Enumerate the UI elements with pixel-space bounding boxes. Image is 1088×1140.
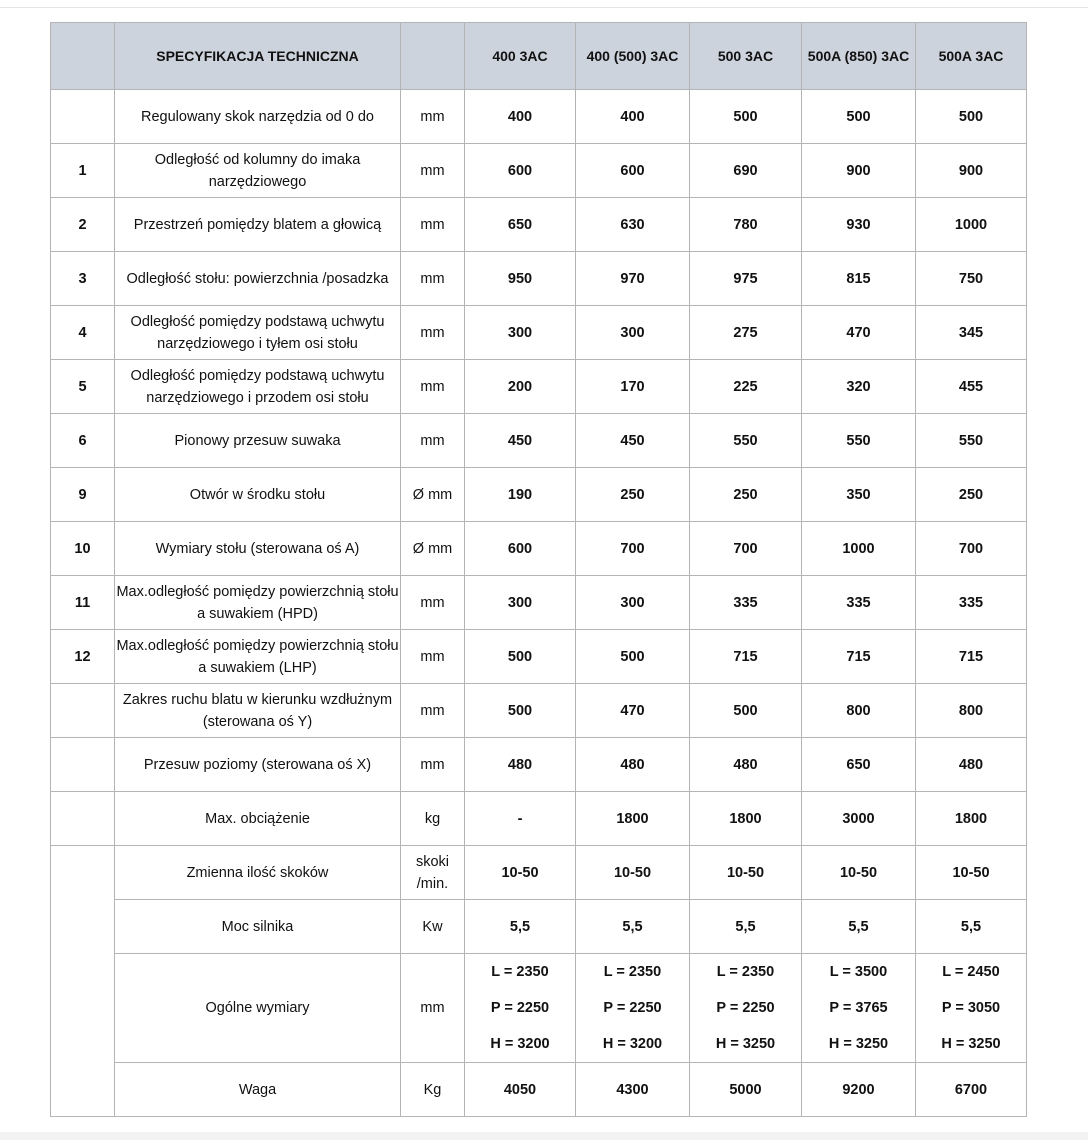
dimension-length: L = 2450 xyxy=(942,964,1000,980)
value-cell: 715 xyxy=(916,630,1027,684)
dimension-length: L = 2350 xyxy=(491,964,549,980)
value-cell: 275 xyxy=(690,306,802,360)
value-cell: 500 xyxy=(916,90,1027,144)
row-description: Zmienna ilość skoków xyxy=(115,846,401,900)
row-number: 9 xyxy=(51,468,115,522)
value-cell: 335 xyxy=(802,576,916,630)
dimensions-cell xyxy=(465,954,576,1063)
value-cell: 690 xyxy=(690,144,802,198)
value-cell: 600 xyxy=(465,522,576,576)
value-cell: 470 xyxy=(576,684,690,738)
dimension-height: H = 3250 xyxy=(941,1036,1001,1052)
row-description: Wymiary stołu (sterowana oś A) xyxy=(115,522,401,576)
value-cell: 300 xyxy=(576,306,690,360)
row-description: Pionowy przesuw suwaka xyxy=(115,414,401,468)
row-unit: mm xyxy=(401,738,465,792)
value-cell: 350 xyxy=(802,468,916,522)
row-number xyxy=(51,792,115,846)
model-header: 500A (850) 3AC xyxy=(802,23,916,90)
header-row xyxy=(51,23,1027,90)
value-cell: 250 xyxy=(690,468,802,522)
dimension-width: P = 3050 xyxy=(941,1000,1001,1016)
value-cell: - xyxy=(465,792,576,846)
row-description: Przestrzeń pomiędzy blatem a głowicą xyxy=(115,198,401,252)
table-row xyxy=(51,468,1027,522)
row-description: Regulowany skok narzędzia od 0 do xyxy=(115,90,401,144)
row-number xyxy=(51,684,115,738)
value-cell: 550 xyxy=(690,414,802,468)
value-cell: 500 xyxy=(690,684,802,738)
value-cell: 470 xyxy=(802,306,916,360)
value-cell: 650 xyxy=(802,738,916,792)
value-cell: 715 xyxy=(802,630,916,684)
row-unit: kg xyxy=(401,792,465,846)
value-cell: 5,5 xyxy=(465,900,576,954)
value-cell: 450 xyxy=(465,414,576,468)
value-cell: 480 xyxy=(576,738,690,792)
row-number: 4 xyxy=(51,306,115,360)
row-description: Max. obciążenie xyxy=(115,792,401,846)
table-row xyxy=(51,630,1027,684)
dimension-length: L = 3500 xyxy=(829,964,888,980)
value-cell: 950 xyxy=(465,252,576,306)
table-row xyxy=(51,306,1027,360)
value-cell: 9200 xyxy=(802,1063,916,1117)
value-cell: 975 xyxy=(690,252,802,306)
value-cell: 650 xyxy=(465,198,576,252)
row-description: Odległość od kolumny do imaka narzędziowego xyxy=(115,144,401,198)
value-cell: 715 xyxy=(690,630,802,684)
model-header: 400 3AC xyxy=(465,23,576,90)
value-cell: 780 xyxy=(690,198,802,252)
value-cell: 4050 xyxy=(465,1063,576,1117)
row-description: Otwór w środku stołu xyxy=(115,468,401,522)
table-row xyxy=(51,900,1027,954)
value-cell: 400 xyxy=(465,90,576,144)
value-cell: 970 xyxy=(576,252,690,306)
row-description: Waga xyxy=(115,1063,401,1117)
table-row xyxy=(51,738,1027,792)
table-row xyxy=(51,684,1027,738)
dimension-height: H = 3250 xyxy=(828,1036,889,1052)
unit-line: /min. xyxy=(416,875,449,892)
value-cell: 5,5 xyxy=(802,900,916,954)
row-unit: mm xyxy=(401,306,465,360)
row-unit: mm xyxy=(401,198,465,252)
model-header: 400 (500) 3AC xyxy=(576,23,690,90)
row-number: 5 xyxy=(51,360,115,414)
table-title: SPECYFIKACJA TECHNICZNA xyxy=(115,23,401,90)
row-number: 11 xyxy=(51,576,115,630)
row-unit: Ø mm xyxy=(401,522,465,576)
table-row xyxy=(51,360,1027,414)
value-cell: 500 xyxy=(802,90,916,144)
row-description: Max.odległość pomiędzy powierzchnią stołu a suwakiem (LHP) xyxy=(115,630,401,684)
value-cell: 5000 xyxy=(690,1063,802,1117)
value-cell: 400 xyxy=(576,90,690,144)
value-cell: 190 xyxy=(465,468,576,522)
value-cell: 225 xyxy=(690,360,802,414)
value-cell: 500 xyxy=(465,684,576,738)
model-header: 500 3AC xyxy=(690,23,802,90)
value-cell: 700 xyxy=(916,522,1027,576)
value-cell: 800 xyxy=(802,684,916,738)
row-number: 12 xyxy=(51,630,115,684)
dimensions-cell xyxy=(690,954,802,1063)
dimension-width: P = 2250 xyxy=(716,1000,775,1016)
value-cell: 1800 xyxy=(916,792,1027,846)
value-cell: 455 xyxy=(916,360,1027,414)
row-number: 10 xyxy=(51,522,115,576)
value-cell: 10-50 xyxy=(802,846,916,900)
value-cell: 600 xyxy=(576,144,690,198)
value-cell: 10-50 xyxy=(916,846,1027,900)
dimension-length: L = 2350 xyxy=(716,964,775,980)
table-row xyxy=(51,90,1027,144)
value-cell: 335 xyxy=(690,576,802,630)
dimensions-cell xyxy=(916,954,1027,1063)
row-number: 3 xyxy=(51,252,115,306)
value-cell: 700 xyxy=(690,522,802,576)
model-header: 500A 3AC xyxy=(916,23,1027,90)
table-row xyxy=(51,846,1027,900)
row-unit: mm xyxy=(401,252,465,306)
header-unit-cell xyxy=(401,23,465,90)
row-number-merged xyxy=(51,846,115,1117)
value-cell: 800 xyxy=(916,684,1027,738)
dimensions-cell xyxy=(802,954,916,1063)
dimension-length: L = 2350 xyxy=(603,964,662,980)
table-row xyxy=(51,954,1027,1063)
value-cell: 10-50 xyxy=(465,846,576,900)
value-cell: 250 xyxy=(916,468,1027,522)
value-cell: 200 xyxy=(465,360,576,414)
value-cell: 10-50 xyxy=(576,846,690,900)
value-cell: 250 xyxy=(576,468,690,522)
value-cell: 5,5 xyxy=(916,900,1027,954)
table-row xyxy=(51,144,1027,198)
row-description: Odległość pomiędzy podstawą uchwytu narzędziowego i tyłem osi stołu xyxy=(115,306,401,360)
value-cell: 345 xyxy=(916,306,1027,360)
table-row xyxy=(51,414,1027,468)
unit-line: skoki xyxy=(415,853,450,870)
value-cell: 900 xyxy=(802,144,916,198)
value-cell: 600 xyxy=(465,144,576,198)
value-cell: 500 xyxy=(465,630,576,684)
value-cell: 170 xyxy=(576,360,690,414)
value-cell: 300 xyxy=(465,576,576,630)
row-unit: mm xyxy=(401,684,465,738)
value-cell: 1800 xyxy=(576,792,690,846)
value-cell: 750 xyxy=(916,252,1027,306)
value-cell: 320 xyxy=(802,360,916,414)
dimension-width: P = 2250 xyxy=(490,1000,550,1016)
value-cell: 5,5 xyxy=(576,900,690,954)
bottom-band xyxy=(0,1132,1088,1140)
row-number: 1 xyxy=(51,144,115,198)
value-cell: 480 xyxy=(465,738,576,792)
row-number xyxy=(51,738,115,792)
row-unit: mm xyxy=(401,576,465,630)
value-cell: 500 xyxy=(690,90,802,144)
row-description: Odległość pomiędzy podstawą uchwytu narzędziowego i przodem osi stołu xyxy=(115,360,401,414)
row-description: Ogólne wymiary xyxy=(115,954,401,1063)
row-unit xyxy=(401,846,465,900)
value-cell: 10-50 xyxy=(690,846,802,900)
row-number xyxy=(51,90,115,144)
dimension-height: H = 3250 xyxy=(715,1036,776,1052)
row-unit: Ø mm xyxy=(401,468,465,522)
row-description: Max.odległość pomiędzy powierzchnią stołu a suwakiem (HPD) xyxy=(115,576,401,630)
value-cell: 1000 xyxy=(802,522,916,576)
value-cell: 500 xyxy=(576,630,690,684)
dimensions-cell xyxy=(576,954,690,1063)
row-unit: mm xyxy=(401,144,465,198)
top-divider xyxy=(0,7,1088,8)
value-cell: 480 xyxy=(690,738,802,792)
row-description: Moc silnika xyxy=(115,900,401,954)
row-description: Przesuw poziomy (sterowana oś X) xyxy=(115,738,401,792)
value-cell: 815 xyxy=(802,252,916,306)
row-unit: mm xyxy=(401,360,465,414)
value-cell: 4300 xyxy=(576,1063,690,1117)
row-number: 2 xyxy=(51,198,115,252)
dimension-height: H = 3200 xyxy=(602,1036,663,1052)
value-cell: 300 xyxy=(576,576,690,630)
table-row xyxy=(51,252,1027,306)
value-cell: 6700 xyxy=(916,1063,1027,1117)
value-cell: 900 xyxy=(916,144,1027,198)
row-unit: mm xyxy=(401,414,465,468)
value-cell: 630 xyxy=(576,198,690,252)
row-description: Odległość stołu: powierzchnia /posadzka xyxy=(115,252,401,306)
header-num-cell xyxy=(51,23,115,90)
value-cell: 700 xyxy=(576,522,690,576)
dimension-width: P = 3765 xyxy=(829,1000,888,1016)
table-row xyxy=(51,1063,1027,1117)
dimension-height: H = 3200 xyxy=(490,1036,550,1052)
table-row xyxy=(51,792,1027,846)
value-cell: 1800 xyxy=(690,792,802,846)
row-unit: Kw xyxy=(401,900,465,954)
row-unit: mm xyxy=(401,630,465,684)
value-cell: 300 xyxy=(465,306,576,360)
spec-table xyxy=(50,22,1027,1117)
value-cell: 1000 xyxy=(916,198,1027,252)
value-cell: 335 xyxy=(916,576,1027,630)
row-unit: mm xyxy=(401,954,465,1063)
table-row xyxy=(51,198,1027,252)
value-cell: 450 xyxy=(576,414,690,468)
row-number: 6 xyxy=(51,414,115,468)
dimension-width: P = 2250 xyxy=(603,1000,662,1016)
value-cell: 930 xyxy=(802,198,916,252)
row-unit: Kg xyxy=(401,1063,465,1117)
value-cell: 550 xyxy=(916,414,1027,468)
value-cell: 550 xyxy=(802,414,916,468)
table-row xyxy=(51,522,1027,576)
value-cell: 3000 xyxy=(802,792,916,846)
table-row xyxy=(51,576,1027,630)
value-cell: 5,5 xyxy=(690,900,802,954)
value-cell: 480 xyxy=(916,738,1027,792)
row-unit: mm xyxy=(401,90,465,144)
row-description: Zakres ruchu blatu w kierunku wzdłużnym (sterowana oś Y) xyxy=(115,684,401,738)
